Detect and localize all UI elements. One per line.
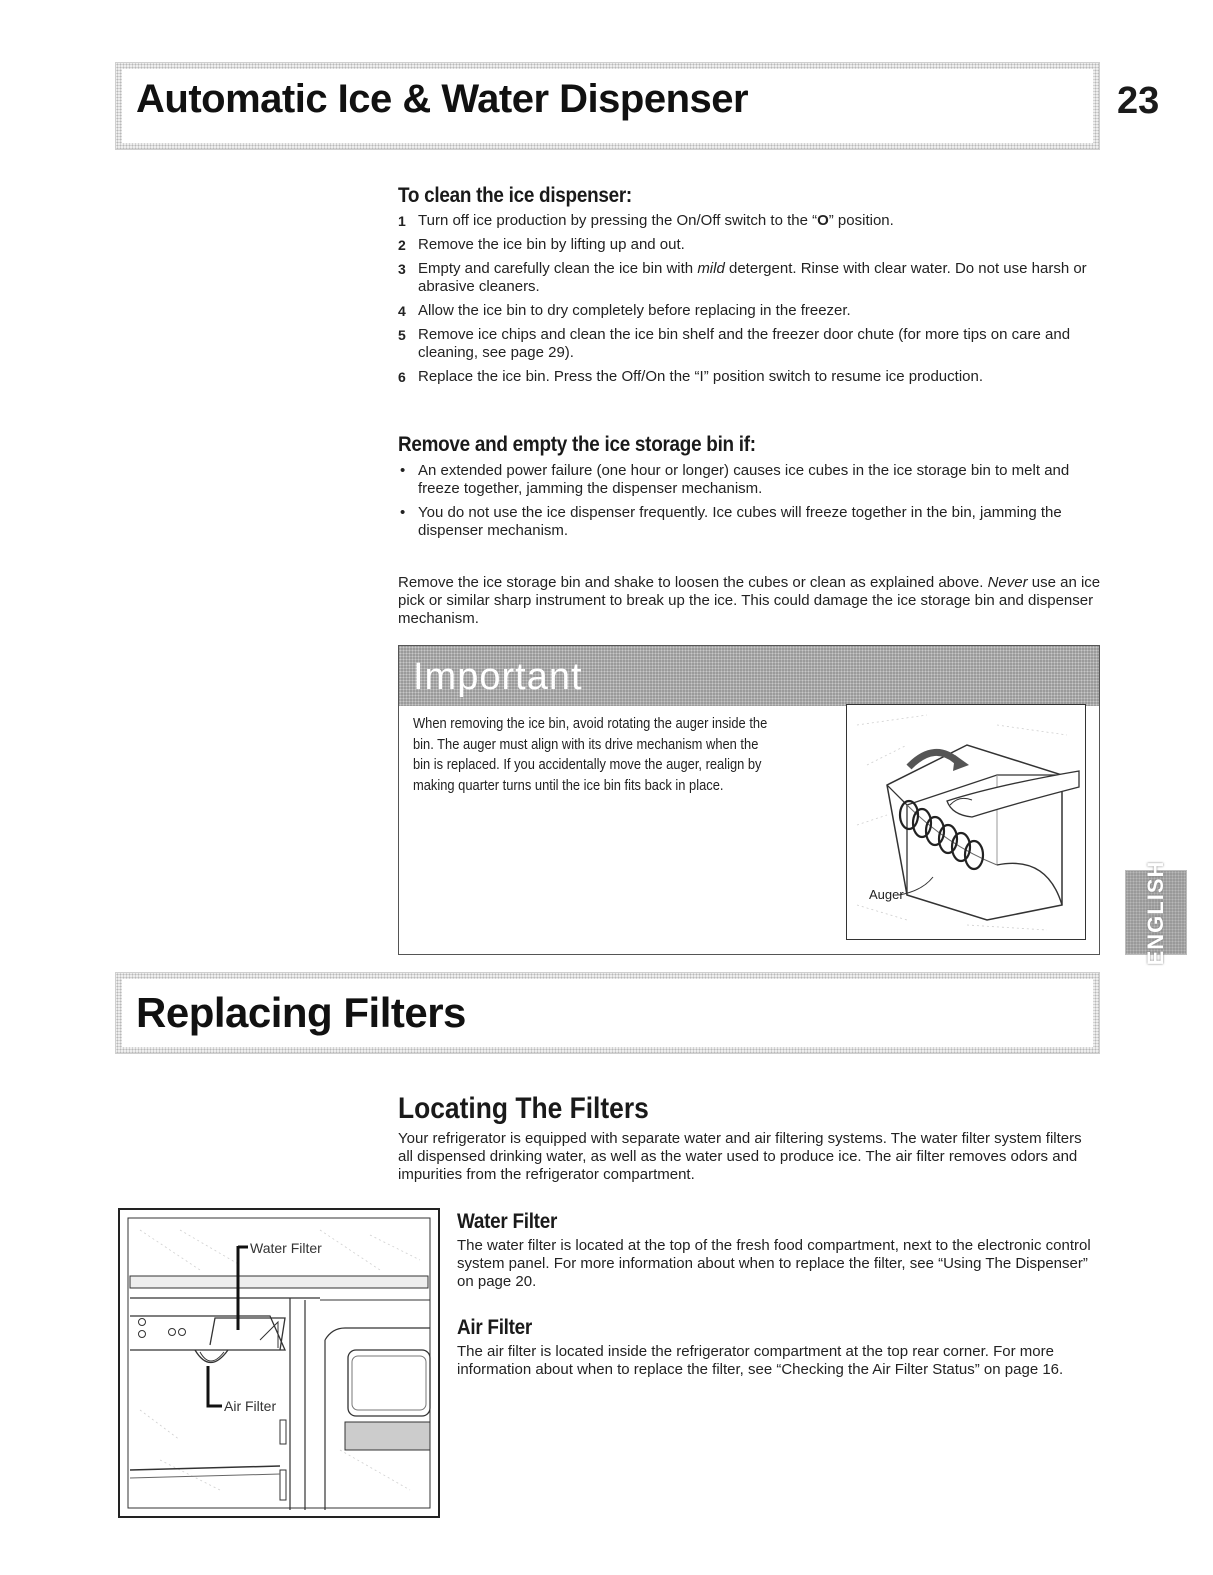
filter-location-illustration bbox=[118, 1208, 440, 1518]
air-filter-heading: Air Filter bbox=[457, 1316, 533, 1339]
list-item: 3 Empty and carefully clean the ice bin with mild detergent. Rinse with clear water. Do not use harsh or abrasive cleaners. bbox=[398, 260, 1087, 295]
list-item: • An extended power failure (one hour or longer) causes ice cubes in the ice storage bin to melt and freeze together, jamming the dispenser mechanism. bbox=[400, 462, 1070, 497]
ice-bin-auger-drawing bbox=[847, 705, 1085, 939]
step-number: 1 bbox=[398, 213, 406, 229]
bullet-icon: • bbox=[400, 504, 406, 521]
step-number: 2 bbox=[398, 237, 406, 253]
step-number: 4 bbox=[398, 303, 406, 319]
air-filter-label: Air Filter bbox=[224, 1398, 277, 1414]
section-header-dispenser bbox=[115, 62, 1100, 150]
air-filter-text: The air filter is located inside the refrigerator compartment at the top rear corner. For more information about when to replace the filter, see “Checking the Air Filter Status” on page 16. bbox=[457, 1343, 1064, 1378]
list-item: 5 Remove ice chips and clean the ice bin shelf and the freezer door chute (for more tips on care and cleaning, see page 29). bbox=[398, 326, 1071, 361]
page-number: 23 bbox=[1117, 80, 1160, 122]
important-callout bbox=[398, 645, 1100, 955]
list-item: 1 Turn off ice production by pressing the On/Off switch to the “O” position. bbox=[398, 212, 894, 229]
empty-bin-heading: Remove and empty the ice storage bin if: bbox=[398, 433, 756, 456]
auger-illustration bbox=[846, 704, 1086, 940]
important-title: Important bbox=[413, 656, 583, 698]
list-item: 4 Allow the ice bin to dry completely before replacing in the freezer. bbox=[398, 302, 851, 319]
water-filter-heading: Water Filter bbox=[457, 1210, 558, 1233]
important-banner bbox=[399, 646, 1099, 706]
water-filter-label: Water Filter bbox=[250, 1240, 322, 1256]
bullet-icon: • bbox=[400, 462, 406, 479]
section-title: Replacing Filters bbox=[136, 989, 466, 1036]
list-item: • You do not use the ice dispenser frequently. Ice cubes will freeze together in the bin, jamming the dispenser mechanism. bbox=[400, 504, 1062, 539]
list-item: 2 Remove the ice bin by lifting up and out. bbox=[398, 236, 685, 253]
step-number: 5 bbox=[398, 327, 406, 343]
step-number: 6 bbox=[398, 369, 406, 385]
language-tab bbox=[1125, 860, 1187, 965]
language-tab-label: ENGLISH bbox=[1143, 860, 1168, 965]
section-header-replacing-filters bbox=[115, 972, 1100, 1054]
empty-bin-note: Remove the ice storage bin and shake to loosen the cubes or clean as explained above. Never use an ice pick or similar sharp instrument to break up the ice. This could damage the ice storage bin and dispenser mechanism. bbox=[398, 574, 1101, 627]
water-filter-text: The water filter is located at the top of the fresh food compartment, next to the electronic control system panel. For more information about when to replace the filter, see “Using The Dispenser” on page 20. bbox=[457, 1237, 1091, 1290]
auger-label: Auger bbox=[869, 887, 904, 902]
important-text: When removing the ice bin, avoid rotating the auger inside the bin. The auger must align with its drive mechanism when the bin is replaced. If you accidentally move the auger, realign by making quarter turns until the ice bin fits back in place. bbox=[413, 715, 768, 794]
locating-intro: Your refrigerator is equipped with separate water and air filtering systems. The water filter system filters all dispensed drinking water, as well as the water used to produce ice. The air filter removes odors and impurities from the refrigerator compartment. bbox=[398, 1130, 1082, 1183]
list-item: 6 Replace the ice bin. Press the Off/On the “I” position switch to resume ice production. bbox=[398, 368, 983, 385]
step-number: 3 bbox=[398, 261, 406, 277]
clean-steps-list bbox=[398, 212, 1103, 392]
empty-bin-bullets bbox=[398, 462, 1103, 546]
refrigerator-interior-drawing bbox=[120, 1210, 438, 1516]
clean-dispenser-heading: To clean the ice dispenser: bbox=[398, 184, 632, 207]
section-title: Automatic Ice & Water Dispenser bbox=[136, 77, 749, 121]
locating-heading: Locating The Filters bbox=[398, 1092, 649, 1125]
